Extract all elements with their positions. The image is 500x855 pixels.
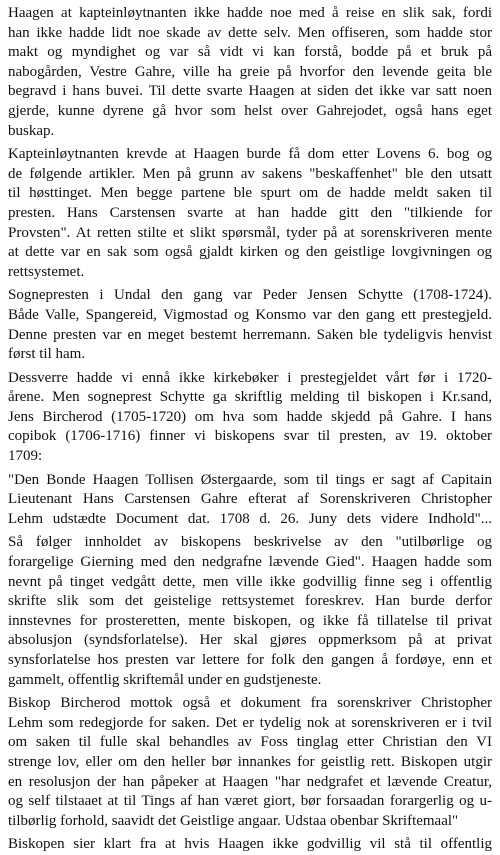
paragraph-6 (8, 533, 492, 690)
text-line: skrifte slik som det geistelige rettsystemet foreskrev. Han burde derfor (8, 593, 492, 610)
text-line: buskap. (8, 122, 55, 139)
text-line: Haagen at kapteinløytnanten ikke hadde noe med å reise en slik sak, fordi (8, 5, 492, 21)
text-line: Lieutenant Hans Carstensen Gahre efterat af Sorenskriveren Christopher (8, 491, 492, 508)
text-line: årene. Men sogneprest Schytte ga skriftlig melding til biskopen i Kr.sand, (8, 389, 492, 406)
text-line: strenge lov, eller om den heller bør innankes for geistlig rett. Biskopen utgir (8, 753, 492, 770)
text-line: nabogården, Vestre Gahre, ville ha greie på hvorfor den levende geita ble (8, 63, 492, 80)
text-line: at dette var en sak som også gjaldt kirken og den geistlige lovgivningen og (8, 244, 492, 261)
text-line: først til ham. (8, 346, 86, 363)
text-line: Både Valle, Spangereid, Vigmostad og Konsmo var den gang ett prestegjeld. (8, 306, 492, 323)
text-line: de følgende artikler. Men på grunn av sakens "beskaffenhet" ble den utsatt (8, 165, 492, 182)
text-line: en resolusjon der han påpeker at Haagen "har nedgrafet et lævende Creatur, (8, 773, 492, 790)
paragraph-3 (8, 286, 492, 364)
text-line: Jens Bircherod (1705-1720) om hva som hadde skjedd på Gahre. I hans (8, 408, 492, 425)
paragraph-2 (8, 145, 492, 282)
text-line: tilbørlig forhold, saavidt det Geistlige angaar. Udstaa obenbar Skriftemaal" (8, 812, 459, 829)
text-line: forargelige Gierning med den nedgrafne lævende Gied". Haagen hadde som (8, 554, 492, 571)
text-line: synsforlatelse hos presten var lettere for folk den gangen å fordøye, enn et (8, 652, 492, 668)
text-line: Så følger innholdet av biskopens beskrivelse av den "utilbørlige og (8, 534, 492, 551)
text-line: "Den Bonde Haagen Tollisen Østergaarde, som til tings er sagt af Capitain (8, 471, 492, 488)
text-line: Denne presten var en meget bestemt herremann. Saken ble tydeligvis henvist (8, 326, 492, 343)
text-line: til høsttinget. Men begge partene ble spurt om de hadde meldt saken til (8, 185, 492, 202)
quote-paragraph (8, 471, 492, 530)
text-line: 1709: (8, 448, 43, 465)
text-line: og self tilstaaet at til Tings af han været giort, bør forsaadan forargerlig og u- (8, 793, 492, 810)
text-line: Lehm udstædte Document dat. 1708 d. 26. Juny dets videre Indhold"... (8, 510, 492, 527)
text-line: begravd i hans buvei. Til dette svarte Haagen at siden det ikke var satt noen (8, 83, 492, 100)
text-line: Lehm som redegjorde for saken. Det er tydelig nok at sorenskriveren er i tvil (8, 714, 492, 731)
text-line: nevnt på tinget vedgått dette, men ville ikke godvillig finne seg i offentlig (8, 573, 492, 590)
text-line: Biskop Bircherod mottok også et dokument fra sorenskriver Christopher (8, 695, 492, 712)
text-line: Sognepresten i Undal den gang var Peder Jensen Schytte (1708-1724). (8, 287, 492, 304)
text-line: Dessverre hadde vi ennå ikke kirkebøker i prestegjeldet vårt før i 1720- (8, 369, 492, 386)
text-line: innstevnes for prosteretten, mente biskopen, og ikke få tillatelse til privat (8, 612, 492, 629)
text-line: gjerde, kunne dyrene gå hvor som helst over Gahrejodet, også hans eget (8, 102, 492, 119)
text-line: rettsystemet. (8, 263, 85, 280)
text-line: absolusjon (syndsforlatelse). Her skal gjøres oppmerksom på at privat (8, 632, 492, 649)
paragraph-4 (8, 369, 492, 467)
paragraph-8 (8, 835, 492, 855)
text-line: Biskopen sier klart fra at hvis Haagen ikke godvillig vil stå til offentlig (8, 836, 492, 853)
text-line: han ikke hadde lidt noe skade av dette selv. Men offiseren, som hadde stor (8, 24, 492, 41)
text-line: om saken til fulle skal behandles av Foss tinglag etter Christian den VI (8, 734, 492, 751)
paragraph-1 (8, 4, 492, 141)
paragraph-7 (8, 694, 492, 831)
text-line: presten. Hans Carstensen svarte at han hadde gitt den "tilkiende for (8, 204, 492, 221)
text-line: Kapteinløytnanten krevde at Haagen burde få dom etter Lovens 6. bog og (8, 146, 492, 163)
text-line: makt og myndighet og var så vidt vi kan forstå, bodde på et bruk på (8, 44, 492, 61)
text-line: Provsten". At retten stilte et slikt spørsmål, tyder på at sorenskriveren mente (8, 224, 492, 241)
text-line: copibok (1706-1716) finner vi biskopens svar til presten, av 19. oktober (8, 428, 492, 445)
text-line: gammelt, offentlig skriftemål under en gudstjeneste. (8, 671, 322, 688)
